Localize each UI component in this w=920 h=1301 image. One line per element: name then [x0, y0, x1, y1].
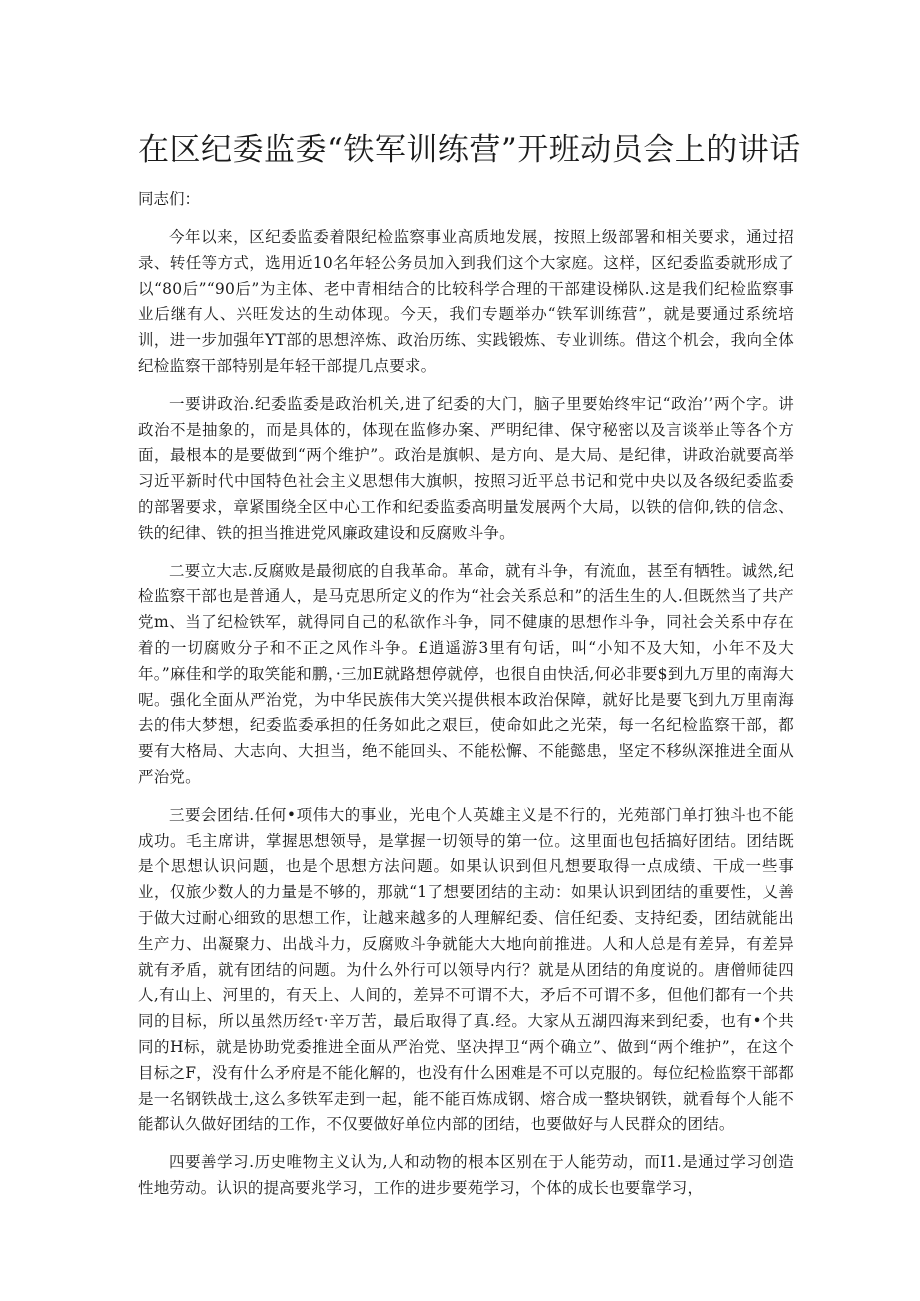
paragraph-politics: 一要讲政治.纪委监委是政治机关,进了纪委的大门，脑子里要始终牢记“政治’’两个字。讲政治不是抽象的，而是具体的，体现在监修办案、严明纪律、保守秘密以及言谈举止等各个方面，最根本的是要做到“两个维护”。政治是旗帜、是方向、是大局、是纪律，讲政治就要高举习近平新时代中国特色社会主义思想伟大旗帜，按照习近平总书记和党中央以及各级纪委监委的部署要求，章紧围绕全区中心工作和纪委监委高明量发展两个大局，以铁的信仰,铁的信念、铁的纪律、铁的担当推进党风廉政建设和反腐败斗争。	[138, 394, 794, 542]
paragraph-intro: 今年以来，区纪委监委着限纪检监察事业高质地发展，按照上级部署和相关要求，通过招录、转任等方式，选用近10名年轻公务员加入到我们这个大家庭。这样，区纪委监委就形成了以“80后”“90后”为主体、老中青相结合的比较科学合理的干部建设梯队.这是我们纪检监察事业后继有人、兴旺发达的生动体现。今天，我们专题举办“铁军训练营”，就是要通过系统培训，进一步加强年YT部的思想淬炼、政治历练、实践锻炼、专业训练。借这个机会，我向全体纪检监察干部特别是年轻干部提几点要求。	[138, 228, 794, 375]
document-title: 在区纪委监委“铁军训练营”开班动员会上的讲话	[138, 132, 801, 168]
document-page	[138, 128, 801, 1214]
paragraph-ambition: 二要立大志.反腐败是最彻底的自我革命。革命，就有斗争，有流血，甚至有牺牲。诚然,纪检监察干部也是普通人，是马克思所定义的作为“社会关系总和”的活生生的人.但既然当了共产党m、当了纪检铁军，就得同自己的私欲作斗争，同不健康的思想作斗争，同社会关系中存在着的一切腐败分子和不正之风作斗争。£逍遥游3里有句话，叫“小知不及大知，小年不及大年。”麻佳和学的取笑能和鹏，·三加E就路想停就停，也很自由快活,何必非要$到九万里的南海大呢。强化全面从严治党，为中华民族伟大笑兴提供根本政治保障，就好比是要飞到九万里南海去的伟大梦想，纪委监委承担的任务如此之艰巨，使命如此之光荣，每一名纪检监察干部，都要有大格局、大志向、大担当，绝不能回头、不能松懈、不能懿患，坚定不移纵深推进全面从严治党。	[138, 561, 794, 786]
paragraph-learning: 四要善学习.历史唯物主义认为,人和动物的根本区别在于人能劳动，而I1.是通过学习创造性地劳动。认识的提高要兆学习，工作的进步要苑学习，个体的成长也要靠学习，	[138, 1153, 794, 1197]
salutation: 同志们：	[138, 190, 201, 208]
paragraph-unity: 三要会团结.任何•项伟大的事业，光电个人英雄主义是不行的，光苑部门单打独斗也不能成功。毛主席讲，掌握思想领导，是掌握一切领导的第一位。这里面也包括搞好团结。团结既是个思想认识问题，也是个思想方法问题。如果认识到但凡想要取得一点成绩、干成一些事业，仅旅少数人的力量是不够的，那就“1了想要团结的主动：如果认识到团结的重要性，乂善于做大过耐心细致的思想工作，让越来越多的人理解纪委、信任纪委、支持纪委，团结就能出生产力、出凝聚力、出战斗力，反腐败斗争就能大大地向前推进。人和人总是有差异，有差异就有矛盾，就有团结的问题。为什么外行可以领导内行？就是从团结的角度说的。唐僧师徒四人,有山上、河里的，有天上、人间的，差异不可谓不大，矛后不可谓不多，但他们都有一个共同的目标，所以虽然历经τ·辛万苦，最后取得了真.经。大家从五湖四海来到纪委，也有•个共同的H标，就是协助党委推进全面从严治党、坚决捍卫“两个确立”、做到“两个维护”，在这个目标之F，没有什么矛府是不能化解的，也没有什么困难是不可以克服的。每位纪检监察干部都是一名钢铁战士,这么多铁军走到一起，能不能百炼成钢、熔合成一整块钢铁，就看每个人能不能都认久做好团结的工作，不仅要做好单位内部的团结，也要做好与人民群众的团结。	[138, 805, 794, 1134]
